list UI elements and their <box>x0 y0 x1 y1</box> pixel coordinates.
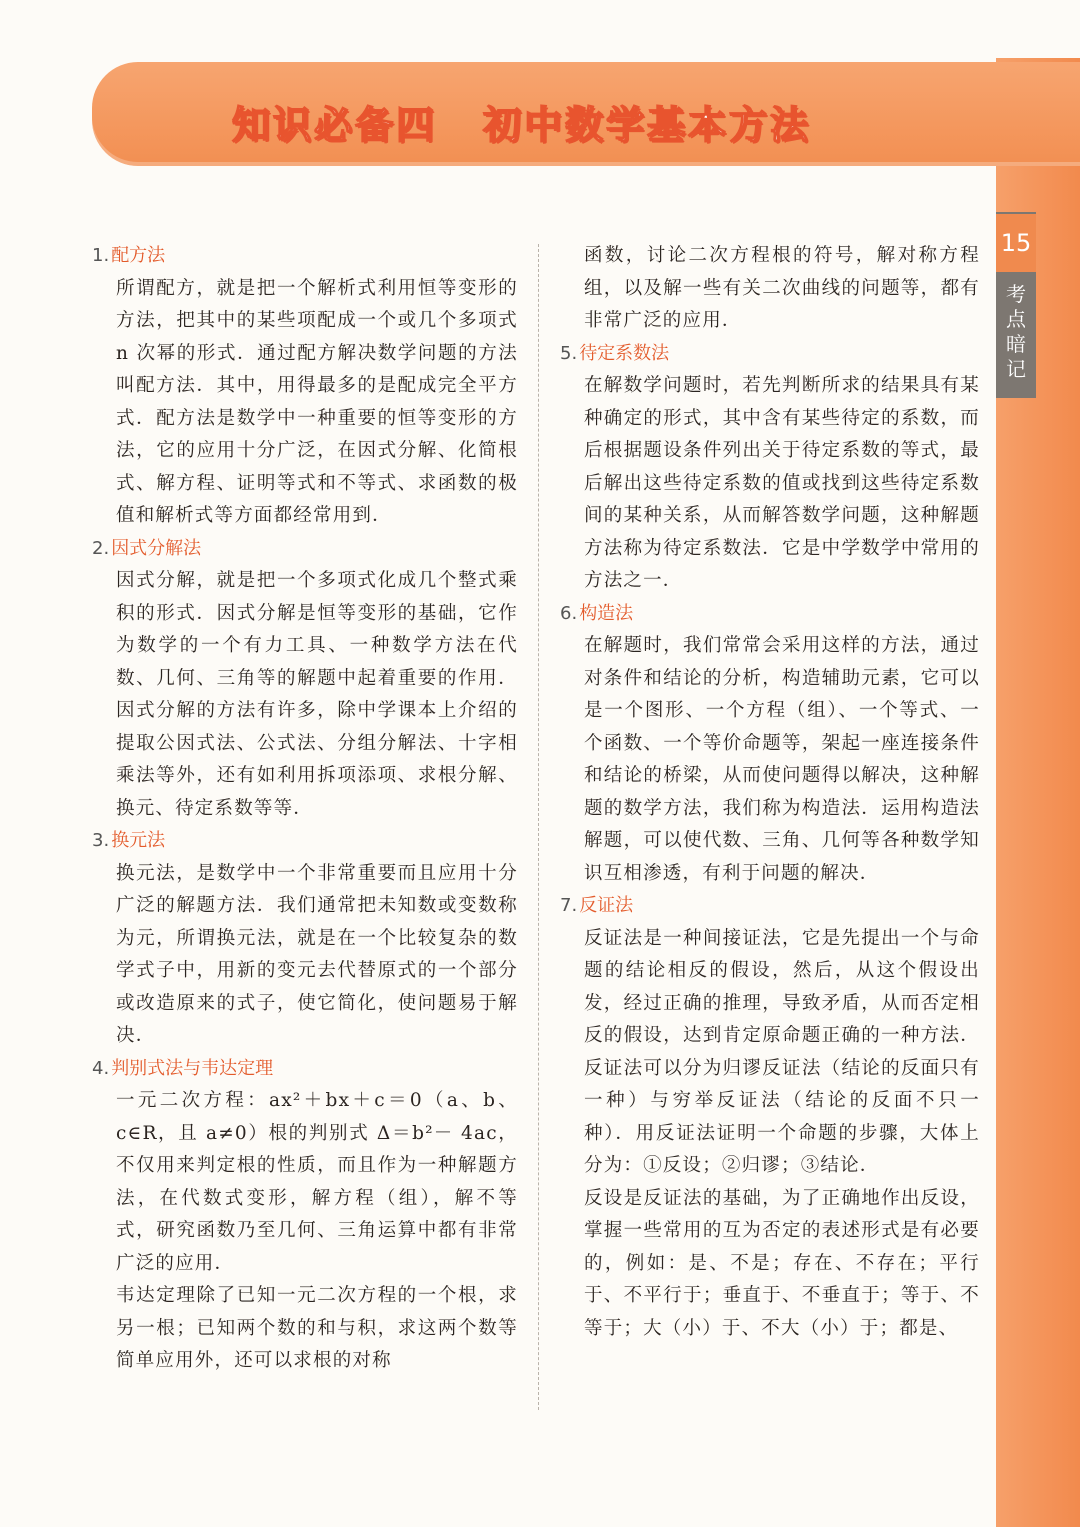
body-paragraph: 在解题时，我们常常会采用这样的方法，通过对条件和结论的分析，构造辅助元素，它可以是一个图形、一个方程（组）、一个等式、一个函数、一个等价命题等，架起一座连接条件和结论的桥梁，从而使问题得以解决，这种解题的数学方法，我们称为构造法．运用构造法解题，可以使代数、三角、几何等各种数学知识互相渗透，有利于问题的解决． <box>584 635 980 884</box>
body-paragraph: 换元法，是数学中一个非常重要而且应用十分广泛的解题方法．我们通常把未知数或变数称为元，所谓换元法，就是在一个比较复杂的数学式子中，用新的变元去代替原式的一个部分或改造原来的式子，使它简化，使问题易于解决． <box>116 862 518 1046</box>
section-heading <box>92 533 518 566</box>
section-number: 3. <box>92 830 110 851</box>
body-paragraph: 因式分解，就是把一个多项式化成几个整式乘积的形式．因式分解是恒等变形的基础，它作为数学的一个有力工具、一种数学方法在代数、几何、三角等的解题中起着重要的作用．因式分解的方法有许多，除中学课本上介绍的提取公因式法、公式法、分组分解法、十字相乘法等外，还有如利用拆项添项、求根分解、换元、待定系数等等． <box>116 570 518 819</box>
body-paragraph: 一元二次方程：ax²＋bx＋c＝0（a、b、c∈R，且 a≠0）根的判别式 Δ＝b²－ 4ac，不仅用来判定根的性质，而且作为一种解题方法，在代数式变形，解方程（组），解不等式，研究函数乃至几何、三角运算中都有非常广泛的应用． <box>116 1090 518 1274</box>
title-part-2: 初中数学基本方法 <box>483 103 812 147</box>
section-number: 1. <box>92 245 110 266</box>
section-title: 配方法 <box>111 245 166 266</box>
side-tab-label: 考 点 暗 记 <box>1006 282 1026 381</box>
body-paragraph: 反设是反证法的基础，为了正确地作出反设，掌握一些常用的互为否定的表述形式是有必要的，例如：是、不是；存在、不存在；平行于、不平行于；垂直于、不垂直于；等于、不等于；大（小）于、不大（小）于；都是、 <box>584 1187 980 1339</box>
body-paragraph: 在解数学问题时，若先判断所求的结果具有某种确定的形式，其中含有某些待定的系数，而后根据题设条件列出关于待定系数的等式，最后解出这些待定系数的值或找到这些待定系数间的某种关系，从而解答数学问题，这种解题方法称为待定系数法．它是中学数学中常用的方法之一． <box>584 375 980 591</box>
left-column <box>92 240 518 1378</box>
column-divider <box>538 244 539 1410</box>
section-heading <box>92 240 518 273</box>
body-paragraph: 函数，讨论二次方程根的符号，解对称方程组，以及解一些有关二次曲线的问题等，都有非常广泛的应用． <box>584 245 980 331</box>
section-title: 反证法 <box>579 895 634 916</box>
section-title: 判别式法与韦达定理 <box>111 1057 274 1079</box>
section-title: 待定系数法 <box>579 342 670 364</box>
section-heading <box>92 825 518 858</box>
section-title: 因式分解法 <box>111 537 202 559</box>
section-number: 2. <box>92 537 110 559</box>
page-title <box>232 94 812 147</box>
section-number: 6. <box>560 602 578 624</box>
section-title: 构造法 <box>579 602 634 624</box>
section-heading <box>560 338 980 371</box>
section-number: 4. <box>92 1057 110 1079</box>
section-heading <box>92 1053 518 1086</box>
page-number: 15 <box>996 214 1036 272</box>
body-paragraph: 反证法是一种间接证法，它是先提出一个与命题的结论相反的假设，然后，从这个假设出发，经过正确的推理，导致矛盾，从而否定相反的假设，达到肯定原命题正确的一种方法．反证法可以分为归谬反证法（结论的反面只有一种）与穷举反证法（结论的反面不只一种）．用反证法证明一个命题的步骤，大体上分为：①反设；②归谬；③结论． <box>584 927 980 1176</box>
body-paragraph: 所谓配方，就是把一个解析式利用恒等变形的方法，把其中的某些项配成一个或几个多项式 n 次幂的形式．通过配方解决数学问题的方法叫配方法．其中，用得最多的是配成完全平方式．配方法是数学中一种重要的恒等变形的方法，它的应用十分广泛，在因式分解、化简根式、解方程、证明等式和不等式、求函数的极值和解析式等方面都经常用到． <box>116 277 518 526</box>
body-paragraph: 韦达定理除了已知一元二次方程的一个根，求另一根；已知两个数的和与积，求这两个数等简单应用外，还可以求根的对称 <box>116 1285 518 1371</box>
title-part-1: 知识必备四 <box>232 103 438 147</box>
section-title: 换元法 <box>111 830 166 851</box>
section-number: 7. <box>560 895 578 916</box>
section-heading <box>560 598 980 631</box>
section-number: 5. <box>560 342 578 364</box>
section-heading <box>560 890 980 923</box>
right-column <box>560 240 980 1345</box>
